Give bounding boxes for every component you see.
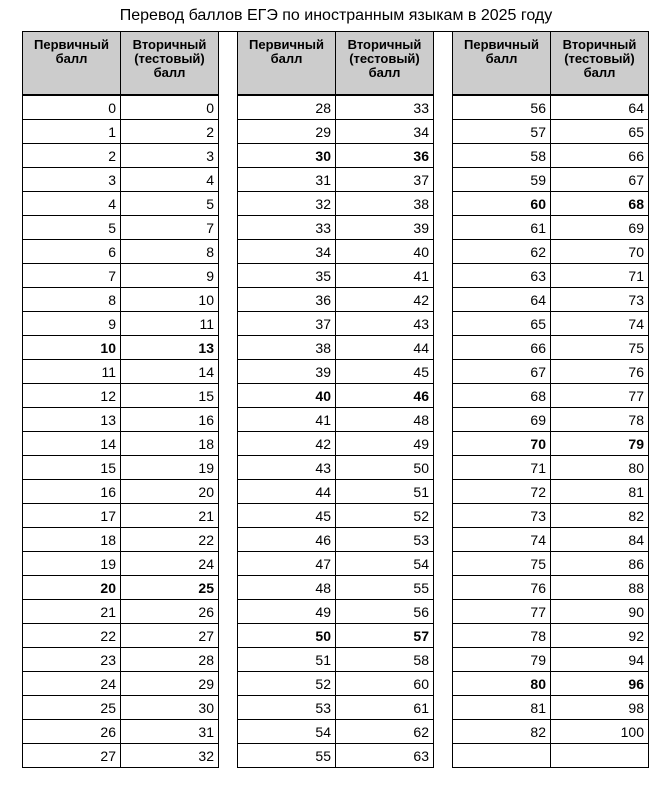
primary-score-cell: 82 bbox=[453, 720, 551, 744]
column-gap bbox=[434, 528, 453, 552]
column-gap bbox=[434, 312, 453, 336]
column-gap bbox=[434, 120, 453, 144]
column-gap bbox=[219, 648, 238, 672]
secondary-score-cell: 4 bbox=[121, 168, 219, 192]
secondary-score-cell: 21 bbox=[121, 504, 219, 528]
primary-score-cell: 39 bbox=[238, 360, 336, 384]
primary-score-cell: 45 bbox=[238, 504, 336, 528]
table-row bbox=[23, 312, 649, 336]
primary-score-cell: 16 bbox=[23, 480, 121, 504]
primary-score-cell: 25 bbox=[23, 696, 121, 720]
primary-score-cell: 18 bbox=[23, 528, 121, 552]
column-gap bbox=[434, 32, 453, 95]
secondary-score-cell: 64 bbox=[551, 96, 649, 120]
secondary-score-cell: 56 bbox=[336, 600, 434, 624]
secondary-score-cell: 37 bbox=[336, 168, 434, 192]
secondary-score-cell: 14 bbox=[121, 360, 219, 384]
column-gap bbox=[219, 744, 238, 768]
column-gap bbox=[219, 264, 238, 288]
primary-score-cell: 5 bbox=[23, 216, 121, 240]
primary-score-cell: 81 bbox=[453, 696, 551, 720]
primary-score-cell: 24 bbox=[23, 672, 121, 696]
primary-score-cell: 30 bbox=[238, 144, 336, 168]
primary-score-cell: 64 bbox=[453, 288, 551, 312]
column-gap bbox=[219, 336, 238, 360]
primary-score-cell: 12 bbox=[23, 384, 121, 408]
primary-score-cell: 51 bbox=[238, 648, 336, 672]
secondary-score-cell: 44 bbox=[336, 336, 434, 360]
column-gap bbox=[219, 96, 238, 120]
secondary-score-cell: 28 bbox=[121, 648, 219, 672]
secondary-score-cell: 32 bbox=[121, 744, 219, 768]
header-secondary-score: Вторичный (тестовый) балл bbox=[121, 32, 219, 95]
secondary-score-cell: 29 bbox=[121, 672, 219, 696]
header-row bbox=[23, 32, 649, 95]
secondary-score-cell: 71 bbox=[551, 264, 649, 288]
table-row bbox=[23, 384, 649, 408]
table-row bbox=[23, 216, 649, 240]
secondary-score-cell: 19 bbox=[121, 456, 219, 480]
primary-score-cell: 56 bbox=[453, 96, 551, 120]
column-gap bbox=[219, 288, 238, 312]
secondary-score-cell: 2 bbox=[121, 120, 219, 144]
primary-score-cell: 26 bbox=[23, 720, 121, 744]
secondary-score-cell: 39 bbox=[336, 216, 434, 240]
secondary-score-cell: 53 bbox=[336, 528, 434, 552]
secondary-score-cell: 73 bbox=[551, 288, 649, 312]
column-gap bbox=[219, 384, 238, 408]
primary-score-cell: 60 bbox=[453, 192, 551, 216]
secondary-score-cell: 75 bbox=[551, 336, 649, 360]
column-gap bbox=[434, 432, 453, 456]
secondary-score-cell: 55 bbox=[336, 576, 434, 600]
secondary-score-cell: 51 bbox=[336, 480, 434, 504]
table-row bbox=[23, 744, 649, 768]
primary-score-cell: 33 bbox=[238, 216, 336, 240]
primary-score-cell: 43 bbox=[238, 456, 336, 480]
column-gap bbox=[434, 336, 453, 360]
column-gap bbox=[434, 504, 453, 528]
table-row bbox=[23, 288, 649, 312]
secondary-score-cell: 54 bbox=[336, 552, 434, 576]
secondary-score-cell: 0 bbox=[121, 96, 219, 120]
primary-score-cell: 11 bbox=[23, 360, 121, 384]
secondary-score-cell: 70 bbox=[551, 240, 649, 264]
column-gap bbox=[434, 672, 453, 696]
primary-score-cell: 70 bbox=[453, 432, 551, 456]
primary-score-cell: 77 bbox=[453, 600, 551, 624]
primary-score-cell: 31 bbox=[238, 168, 336, 192]
header-primary-score: Первичный балл bbox=[238, 32, 336, 95]
primary-score-cell: 22 bbox=[23, 624, 121, 648]
primary-score-cell: 20 bbox=[23, 576, 121, 600]
column-gap bbox=[219, 480, 238, 504]
primary-score-cell: 4 bbox=[23, 192, 121, 216]
column-gap bbox=[219, 192, 238, 216]
primary-score-cell: 37 bbox=[238, 312, 336, 336]
secondary-score-cell: 11 bbox=[121, 312, 219, 336]
primary-score-cell: 8 bbox=[23, 288, 121, 312]
primary-score-cell: 32 bbox=[238, 192, 336, 216]
primary-score-cell: 52 bbox=[238, 672, 336, 696]
table-row bbox=[23, 720, 649, 744]
secondary-score-cell: 31 bbox=[121, 720, 219, 744]
column-gap bbox=[434, 456, 453, 480]
secondary-score-cell: 62 bbox=[336, 720, 434, 744]
primary-score-cell: 35 bbox=[238, 264, 336, 288]
column-gap bbox=[434, 408, 453, 432]
column-gap bbox=[219, 696, 238, 720]
primary-score-cell: 59 bbox=[453, 168, 551, 192]
header-secondary-score: Вторичный (тестовый) балл bbox=[336, 32, 434, 95]
primary-score-cell: 7 bbox=[23, 264, 121, 288]
secondary-score-cell: 76 bbox=[551, 360, 649, 384]
table-row bbox=[23, 96, 649, 120]
primary-score-cell: 71 bbox=[453, 456, 551, 480]
primary-score-cell: 41 bbox=[238, 408, 336, 432]
column-gap bbox=[219, 552, 238, 576]
column-gap bbox=[434, 576, 453, 600]
column-gap bbox=[434, 384, 453, 408]
column-gap bbox=[219, 168, 238, 192]
secondary-score-cell: 81 bbox=[551, 480, 649, 504]
primary-score-cell: 44 bbox=[238, 480, 336, 504]
primary-score-cell: 29 bbox=[238, 120, 336, 144]
secondary-score-cell: 38 bbox=[336, 192, 434, 216]
secondary-score-cell: 7 bbox=[121, 216, 219, 240]
primary-score-cell: 50 bbox=[238, 624, 336, 648]
secondary-score-cell: 79 bbox=[551, 432, 649, 456]
primary-score-cell: 69 bbox=[453, 408, 551, 432]
secondary-score-cell: 46 bbox=[336, 384, 434, 408]
primary-score-cell: 54 bbox=[238, 720, 336, 744]
column-gap bbox=[434, 624, 453, 648]
secondary-score-cell: 60 bbox=[336, 672, 434, 696]
primary-score-cell: 15 bbox=[23, 456, 121, 480]
primary-score-cell: 34 bbox=[238, 240, 336, 264]
primary-score-cell: 6 bbox=[23, 240, 121, 264]
table-row bbox=[23, 552, 649, 576]
secondary-score-cell: 74 bbox=[551, 312, 649, 336]
secondary-score-cell: 16 bbox=[121, 408, 219, 432]
table-row bbox=[23, 408, 649, 432]
column-gap bbox=[434, 288, 453, 312]
column-gap bbox=[219, 672, 238, 696]
secondary-score-cell: 69 bbox=[551, 216, 649, 240]
secondary-score-cell: 88 bbox=[551, 576, 649, 600]
column-gap bbox=[219, 624, 238, 648]
table-row bbox=[23, 144, 649, 168]
header-primary-score: Первичный балл bbox=[453, 32, 551, 95]
secondary-score-cell: 30 bbox=[121, 696, 219, 720]
column-gap bbox=[219, 32, 238, 95]
primary-score-cell: 28 bbox=[238, 96, 336, 120]
table-row bbox=[23, 648, 649, 672]
primary-score-cell: 78 bbox=[453, 624, 551, 648]
table-row bbox=[23, 456, 649, 480]
column-gap bbox=[434, 192, 453, 216]
column-gap bbox=[434, 216, 453, 240]
secondary-score-cell: 40 bbox=[336, 240, 434, 264]
primary-score-cell: 2 bbox=[23, 144, 121, 168]
secondary-score-cell: 41 bbox=[336, 264, 434, 288]
column-gap bbox=[434, 360, 453, 384]
primary-score-cell: 1 bbox=[23, 120, 121, 144]
primary-score-cell: 36 bbox=[238, 288, 336, 312]
column-gap bbox=[434, 720, 453, 744]
secondary-score-cell: 10 bbox=[121, 288, 219, 312]
primary-score-cell: 55 bbox=[238, 744, 336, 768]
primary-score-cell: 21 bbox=[23, 600, 121, 624]
table-row bbox=[23, 600, 649, 624]
column-gap bbox=[219, 504, 238, 528]
primary-score-cell: 47 bbox=[238, 552, 336, 576]
primary-score-cell: 58 bbox=[453, 144, 551, 168]
secondary-score-cell: 78 bbox=[551, 408, 649, 432]
primary-score-cell: 17 bbox=[23, 504, 121, 528]
table-row bbox=[23, 480, 649, 504]
secondary-score-cell: 57 bbox=[336, 624, 434, 648]
secondary-score-cell: 92 bbox=[551, 624, 649, 648]
secondary-score-cell: 100 bbox=[551, 720, 649, 744]
secondary-score-cell: 66 bbox=[551, 144, 649, 168]
primary-score-cell: 23 bbox=[23, 648, 121, 672]
primary-score-cell: 48 bbox=[238, 576, 336, 600]
primary-score-cell: 68 bbox=[453, 384, 551, 408]
column-gap bbox=[434, 240, 453, 264]
column-gap bbox=[434, 696, 453, 720]
primary-score-cell: 67 bbox=[453, 360, 551, 384]
secondary-score-cell: 94 bbox=[551, 648, 649, 672]
column-gap bbox=[219, 240, 238, 264]
secondary-score-cell: 49 bbox=[336, 432, 434, 456]
table-row bbox=[23, 240, 649, 264]
primary-score-cell: 42 bbox=[238, 432, 336, 456]
primary-score-cell bbox=[453, 744, 551, 768]
secondary-score-cell: 36 bbox=[336, 144, 434, 168]
column-gap bbox=[434, 480, 453, 504]
primary-score-cell: 46 bbox=[238, 528, 336, 552]
secondary-score-cell: 42 bbox=[336, 288, 434, 312]
secondary-score-cell: 22 bbox=[121, 528, 219, 552]
primary-score-cell: 76 bbox=[453, 576, 551, 600]
secondary-score-cell: 84 bbox=[551, 528, 649, 552]
primary-score-cell: 73 bbox=[453, 504, 551, 528]
primary-score-cell: 3 bbox=[23, 168, 121, 192]
column-gap bbox=[219, 600, 238, 624]
table-row bbox=[23, 576, 649, 600]
column-gap bbox=[219, 216, 238, 240]
header-secondary-score: Вторичный (тестовый) балл bbox=[551, 32, 649, 95]
table-row bbox=[23, 672, 649, 696]
primary-score-cell: 19 bbox=[23, 552, 121, 576]
column-gap bbox=[219, 528, 238, 552]
table-row bbox=[23, 264, 649, 288]
secondary-score-cell: 18 bbox=[121, 432, 219, 456]
secondary-score-cell: 9 bbox=[121, 264, 219, 288]
column-gap bbox=[434, 744, 453, 768]
column-gap bbox=[219, 408, 238, 432]
primary-score-cell: 49 bbox=[238, 600, 336, 624]
primary-score-cell: 13 bbox=[23, 408, 121, 432]
primary-score-cell: 27 bbox=[23, 744, 121, 768]
primary-score-cell: 9 bbox=[23, 312, 121, 336]
primary-score-cell: 38 bbox=[238, 336, 336, 360]
column-gap bbox=[219, 576, 238, 600]
secondary-score-cell: 13 bbox=[121, 336, 219, 360]
column-gap bbox=[434, 552, 453, 576]
secondary-score-cell: 61 bbox=[336, 696, 434, 720]
table-row bbox=[23, 360, 649, 384]
primary-score-cell: 80 bbox=[453, 672, 551, 696]
secondary-score-cell: 20 bbox=[121, 480, 219, 504]
column-gap bbox=[219, 144, 238, 168]
primary-score-cell: 10 bbox=[23, 336, 121, 360]
secondary-score-cell: 43 bbox=[336, 312, 434, 336]
column-gap bbox=[219, 432, 238, 456]
secondary-score-cell: 25 bbox=[121, 576, 219, 600]
table-row bbox=[23, 696, 649, 720]
table-row bbox=[23, 168, 649, 192]
primary-score-cell: 75 bbox=[453, 552, 551, 576]
secondary-score-cell: 52 bbox=[336, 504, 434, 528]
primary-score-cell: 74 bbox=[453, 528, 551, 552]
column-gap bbox=[219, 720, 238, 744]
primary-score-cell: 53 bbox=[238, 696, 336, 720]
column-gap bbox=[434, 600, 453, 624]
column-gap bbox=[434, 264, 453, 288]
column-gap bbox=[219, 312, 238, 336]
table-row bbox=[23, 336, 649, 360]
column-gap bbox=[434, 648, 453, 672]
secondary-score-cell: 45 bbox=[336, 360, 434, 384]
secondary-score-cell: 34 bbox=[336, 120, 434, 144]
primary-score-cell: 63 bbox=[453, 264, 551, 288]
primary-score-cell: 79 bbox=[453, 648, 551, 672]
secondary-score-cell: 65 bbox=[551, 120, 649, 144]
secondary-score-cell: 26 bbox=[121, 600, 219, 624]
page-title: Перевод баллов ЕГЭ по иностранным языкам в 2025 году bbox=[119, 7, 553, 24]
column-gap bbox=[434, 168, 453, 192]
secondary-score-cell: 3 bbox=[121, 144, 219, 168]
column-gap bbox=[219, 120, 238, 144]
secondary-score-cell: 80 bbox=[551, 456, 649, 480]
secondary-score-cell: 33 bbox=[336, 96, 434, 120]
primary-score-cell: 0 bbox=[23, 96, 121, 120]
secondary-score-cell: 96 bbox=[551, 672, 649, 696]
secondary-score-cell: 24 bbox=[121, 552, 219, 576]
primary-score-cell: 57 bbox=[453, 120, 551, 144]
column-gap bbox=[219, 456, 238, 480]
secondary-score-cell: 15 bbox=[121, 384, 219, 408]
primary-score-cell: 61 bbox=[453, 216, 551, 240]
secondary-score-cell: 67 bbox=[551, 168, 649, 192]
table-row bbox=[23, 192, 649, 216]
secondary-score-cell: 86 bbox=[551, 552, 649, 576]
secondary-score-cell bbox=[551, 744, 649, 768]
primary-score-cell: 65 bbox=[453, 312, 551, 336]
primary-score-cell: 72 bbox=[453, 480, 551, 504]
secondary-score-cell: 63 bbox=[336, 744, 434, 768]
primary-score-cell: 62 bbox=[453, 240, 551, 264]
header-primary-score: Первичный балл bbox=[23, 32, 121, 95]
secondary-score-cell: 27 bbox=[121, 624, 219, 648]
secondary-score-cell: 8 bbox=[121, 240, 219, 264]
primary-score-cell: 40 bbox=[238, 384, 336, 408]
column-gap bbox=[434, 144, 453, 168]
secondary-score-cell: 68 bbox=[551, 192, 649, 216]
score-conversion-table bbox=[22, 31, 649, 768]
secondary-score-cell: 77 bbox=[551, 384, 649, 408]
primary-score-cell: 66 bbox=[453, 336, 551, 360]
secondary-score-cell: 58 bbox=[336, 648, 434, 672]
secondary-score-cell: 5 bbox=[121, 192, 219, 216]
secondary-score-cell: 48 bbox=[336, 408, 434, 432]
secondary-score-cell: 98 bbox=[551, 696, 649, 720]
column-gap bbox=[434, 96, 453, 120]
secondary-score-cell: 90 bbox=[551, 600, 649, 624]
secondary-score-cell: 50 bbox=[336, 456, 434, 480]
table-row bbox=[23, 624, 649, 648]
primary-score-cell: 14 bbox=[23, 432, 121, 456]
table-row bbox=[23, 504, 649, 528]
table-row bbox=[23, 528, 649, 552]
column-gap bbox=[219, 360, 238, 384]
table-row bbox=[23, 120, 649, 144]
table-row bbox=[23, 432, 649, 456]
secondary-score-cell: 82 bbox=[551, 504, 649, 528]
